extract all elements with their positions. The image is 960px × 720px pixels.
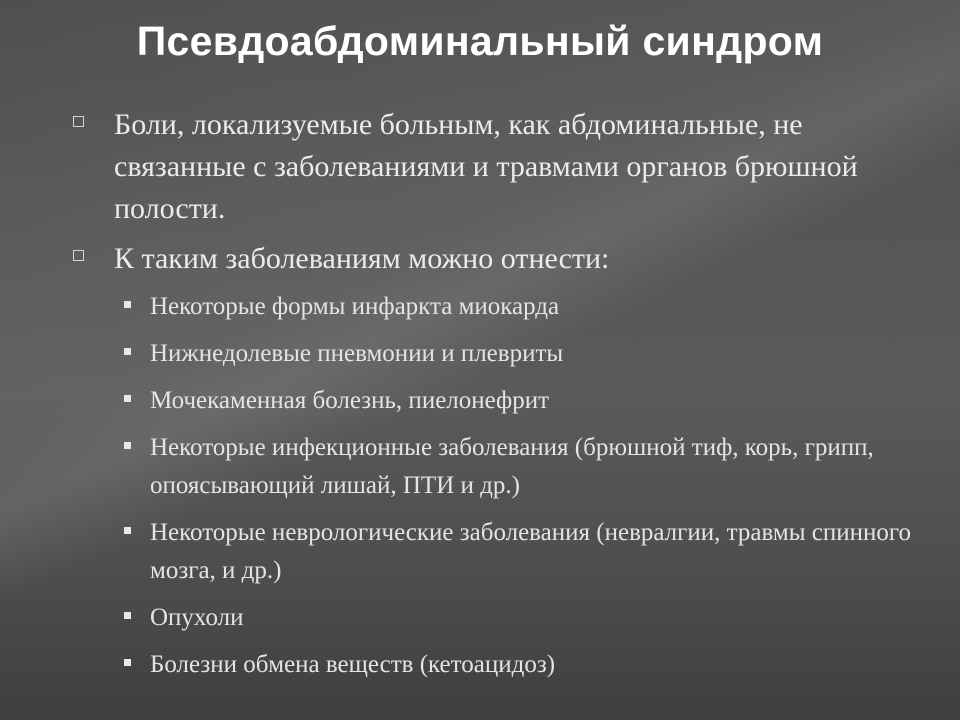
sub-bullet-text: Опухоли: [150, 604, 244, 631]
square-dot-icon: [124, 612, 131, 619]
bullet-item: [72, 238, 932, 280]
sub-bullet-item: [121, 288, 932, 326]
sub-bullet-text: Нижнедолевые пневмонии и плевриты: [150, 340, 564, 367]
sub-bullet-text: Некоторые инфекционные заболевания (брюшной тиф, корь, грипп, опоясывающий лишай, ПТИ и др.): [150, 434, 874, 499]
square-dot-icon: [124, 348, 131, 355]
sub-bullet-item: [121, 514, 932, 590]
bullet-text: Боли, локализуемые больным, как абдоминальные, не связанные с заболеваниями и травмами органов брюшной полости.: [114, 108, 858, 225]
sub-bullet-item: [121, 382, 932, 420]
slide-content: [72, 104, 932, 693]
sub-bullet-text: Болезни обмена веществ (кетоацидоз): [150, 651, 556, 678]
sub-bullet-item: [121, 646, 932, 684]
square-dot-icon: [124, 659, 131, 666]
sub-bullet-item: [121, 429, 932, 505]
sub-bullet-text: Некоторые неврологические заболевания (невралгии, травмы спинного мозга, и др.): [150, 519, 911, 584]
square-dot-icon: [124, 527, 131, 534]
sub-bullet-item: [121, 335, 932, 373]
slide-title: Псевдоабдоминальный синдром: [136, 18, 824, 64]
bullet-item: [72, 104, 932, 230]
sub-bullet-list: [121, 288, 932, 684]
sub-bullet-text: Некоторые формы инфаркта миокарда: [150, 293, 560, 320]
square-dot-icon: [124, 301, 131, 308]
sub-bullet-text: Мочекаменная болезнь, пиелонефрит: [150, 387, 550, 414]
square-bullet-icon: [73, 250, 84, 261]
square-bullet-icon: [73, 116, 84, 127]
bullet-text: К таким заболеваниям можно отнести:: [114, 242, 610, 275]
square-dot-icon: [124, 442, 131, 449]
sub-bullet-item: [121, 599, 932, 637]
square-dot-icon: [124, 395, 131, 402]
